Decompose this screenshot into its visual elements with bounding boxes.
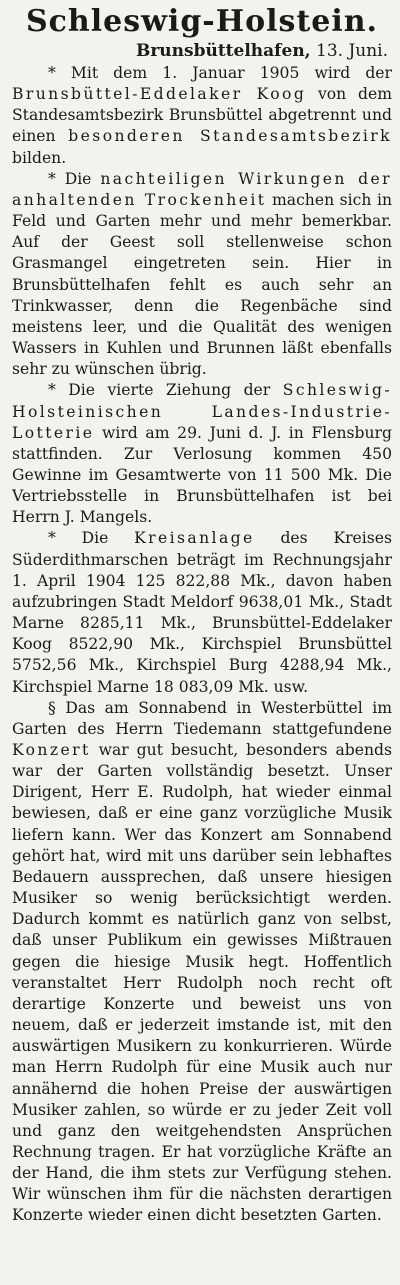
dateline [12, 40, 388, 62]
article-paragraph-2 [12, 169, 392, 381]
paragraph-lead: * Mit dem 1. Januar 1905 wird der [48, 64, 392, 82]
article-paragraph-4 [12, 528, 392, 697]
article-paragraph-1 [12, 63, 392, 169]
article-paragraph-5 [12, 698, 392, 1227]
paragraph-body: von dem Standesamtsbezirk Brunsbüttel abgetrennt und einen [12, 85, 392, 146]
paragraph-lead: * Die [48, 169, 101, 188]
paragraph-lead: § Das am Sonnabend in Westerbüttel im Garten des Herrn Tiedemann stattgefundene [12, 698, 392, 738]
paragraph-spaced-text: Kreisanlage [134, 529, 255, 548]
dateline-place: Brunsbüttelhafen, [135, 41, 311, 61]
paragraph-spaced-text: nachteiligen Wirkungen der anhaltenden Trockenheit [12, 169, 392, 209]
dateline-date: 13. Juni. [316, 41, 388, 61]
paragraph-spaced-text: Konzert [12, 741, 91, 759]
paragraph-lead: * Die [48, 529, 135, 548]
paragraph-lead: * Die vierte Ziehung der [48, 381, 283, 400]
paragraph-spaced-text: Schleswig-Holsteinischen Landes-Industrie-Lotterie [12, 381, 392, 442]
paragraph-body: des Kreises Süderdithmarschen beträgt im Rechnungsjahr 1. April 1904 125 822,88 Mk., davon haben aufzubringen Stadt Meldorf 9638,01 Mk., Stadt Marne 8285,11 Mk., Brunsbüttel-Eddelaker Koog 8522,90 Mk., Kirchspiel Brunsbüttel 5752,56 Mk., Kirchspiel Burg 4288,94 Mk., Kirchspiel Marne 18 083,09 Mk. usw. [12, 529, 392, 696]
paragraph-tail: bilden. [12, 148, 67, 167]
paragraph-body: machen sich in Feld und Garten mehr und mehr bemerkbar. Auf der Geest soll stellenweise schon Grasmangel eingetreten sein. Hier in Brunsbüttelhafen fehlt es auch sehr an Trinkwasser, denn die Regenbäche sind meistens leer, und die Qualität des wenigen Wassers in Kuhlen und Brunnen läßt ebenfalls sehr zu wünschen übrig. [12, 190, 392, 379]
paragraph-spaced-text: Brunsbüttel-Eddelaker Koog [12, 85, 307, 104]
article-paragraph-3 [12, 380, 392, 528]
section-title: Schleswig-Holstein. [25, 4, 378, 39]
paragraph-body: war gut besucht, besonders abends war der Garten vollständig besetzt. Unser Dirigent, Herr E. Rudolph, hat wieder einmal bewiesen, daß er eine ganz vorzügliche Musik liefern kann. Wer das Konzert am Sonnabend gehört hat, wird mit uns darüber sein lebhaftes Bedauern aussprechen, daß unsere hiesigen Musiker so wenig berücksichtigt werden. Dadurch kommt es natürlich ganz von selbst, daß unser Publikum ein gewisses Mißtrauen gegen die hiesige Musik hegt. Hoffentlich veranstaltet Herr Rudolph noch recht oft derartige Konzerte und beweist uns von neuem, daß er jederzeit imstande ist, mit den auswärtigen Musikern zu konkurrieren. Würde man Herrn Rudolph für eine Musik auch nur annähernd die hohen Preise der auswärtigen Musiker zahlen, so würde er zu jeder Zeit voll und ganz den weitgehendsten Ansprüchen Rechnung tragen. Er hat vorzügliche Kräfte an der Hand, die ihm stets zur Verfügung stehen. Wir wünschen ihm für die nächsten derartigen Konzerte wieder einen dicht besetzten Garten. [12, 741, 392, 1225]
paragraph-spaced-text: besonderen Standesamtsbezirk [68, 127, 392, 146]
paragraph-body: wird am 29. Juni d. J. in Flensburg stattfinden. Zur Verlosung kommen 450 Gewinne im Gesamtwerte von 11 500 Mk. Die Vertriebsstelle in Brunsbüttelhafen ist bei Herrn J. Mangels. [12, 423, 392, 527]
